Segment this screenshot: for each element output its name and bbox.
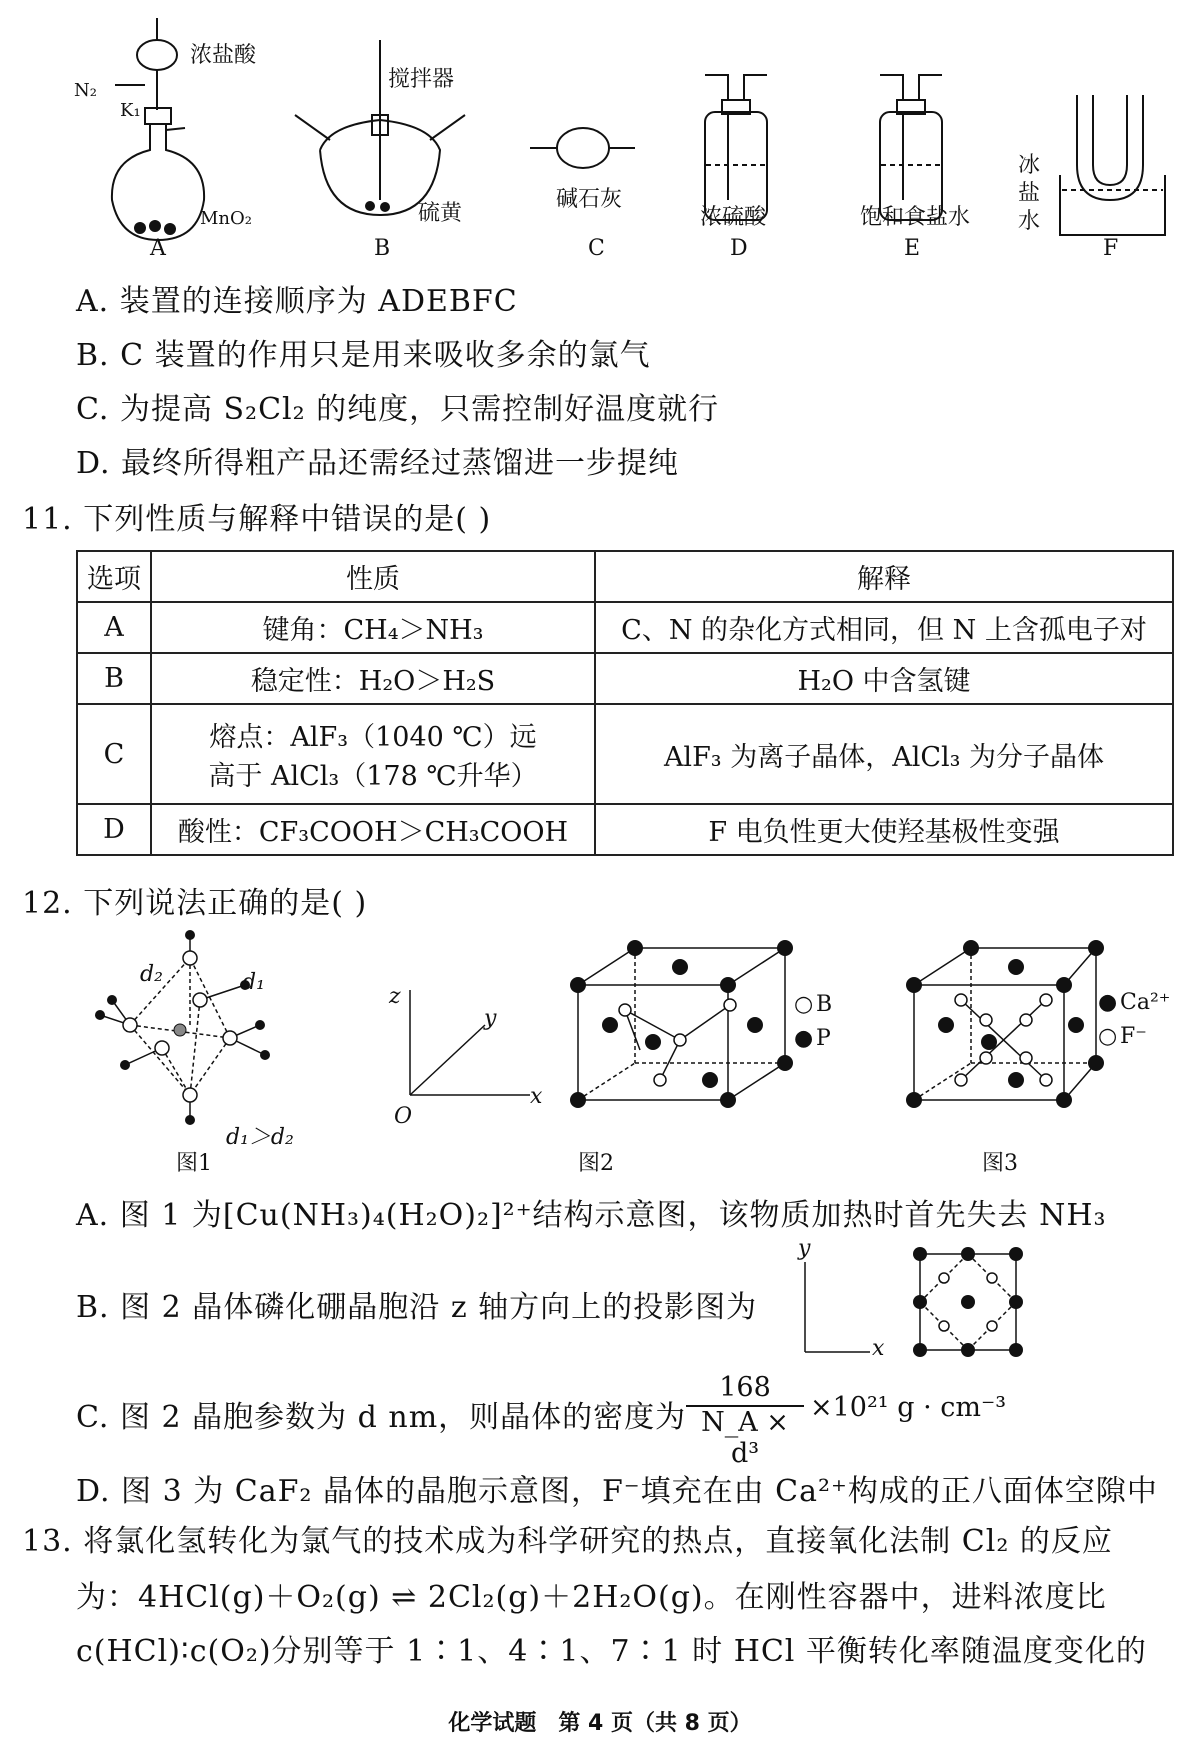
row-option: D <box>77 804 151 855</box>
row-option: C <box>77 704 151 804</box>
label-n2: N₂ <box>74 80 97 101</box>
label-ice: 冰 <box>1018 153 1041 178</box>
label-hcl: 浓盐酸 <box>190 43 257 68</box>
q10-option-d: D. 最终所得粗产品还需经过蒸馏进一步提纯 <box>76 446 680 481</box>
apparatus-letter-c: C <box>588 236 605 261</box>
density-unit: ×10²¹ g · cm⁻³ <box>810 1392 1007 1423</box>
figure1-complex-diagram <box>70 930 310 1140</box>
header-option: 选项 <box>77 551 151 602</box>
row-property-line1: 熔点：AlF₃（1040 ℃）远 <box>209 722 537 753</box>
row-property: 键角：CH₄＞NH₃ <box>151 602 595 653</box>
axis-origin-label: O <box>394 1104 413 1129</box>
label-h2so4: 浓硫酸 <box>700 205 767 230</box>
density-fraction <box>686 1372 804 1469</box>
q13-line2: 为：4HCl(g)＋O₂(g) ⇌ 2Cl₂(g)＋2H₂O(g)。在刚性容器中，进料浓度比 <box>76 1580 1107 1615</box>
legend-b-label: B <box>816 992 833 1017</box>
fig1-label-d2: d₂ <box>140 962 163 987</box>
xyz-axes <box>400 980 543 1110</box>
page-footer: 化学试题 第 4 页（共 8 页） <box>448 1711 752 1736</box>
proj-axis-y-label: y <box>798 1236 811 1261</box>
fig2-caption: 图2 <box>578 1151 614 1176</box>
axis-y-label: y <box>484 1006 497 1031</box>
q11-table <box>76 550 1174 856</box>
fig3-caption: 图3 <box>982 1151 1018 1176</box>
legend-b-marker: ○ <box>794 992 814 1017</box>
row-property: 稳定性：H₂O＞H₂S <box>151 653 595 704</box>
label-salt: 盐 <box>1018 181 1041 206</box>
fig1-label-d1: d₁ <box>242 970 265 995</box>
table-row <box>77 804 1173 855</box>
q12-option-d: D. 图 3 为 CaF₂ 晶体的晶胞示意图，F⁻填充在由 Ca²⁺构成的正八面体空隙中 <box>76 1474 1158 1509</box>
header-property: 性质 <box>151 551 595 602</box>
row-property <box>151 704 595 804</box>
row-explanation: C、N 的杂化方式相同，但 N 上含孤电子对 <box>595 602 1173 653</box>
legend-p-marker: ● <box>794 1026 814 1051</box>
row-option: A <box>77 602 151 653</box>
label-water: 水 <box>1018 209 1041 234</box>
row-property: 酸性：CF₃COOH＞CH₃COOH <box>151 804 595 855</box>
header-explanation: 解释 <box>595 551 1173 602</box>
label-sulfur: 硫黄 <box>418 201 463 226</box>
row-option: B <box>77 653 151 704</box>
proj-axis-x-label: x <box>872 1336 885 1361</box>
q13-line1: 13. 将氯化氢转化为氯气的技术成为科学研究的热点，直接氧化法制 Cl₂ 的反应 <box>22 1524 1113 1559</box>
fig1-label-relation: d₁＞d₂ <box>226 1125 294 1150</box>
table-row <box>77 704 1173 804</box>
figure3-caf2-cell <box>906 940 1126 1110</box>
table-header-row <box>77 551 1173 602</box>
row-explanation: H₂O 中含氢键 <box>595 653 1173 704</box>
label-sodalime: 碱石灰 <box>556 187 623 212</box>
label-k1: K₁ <box>120 100 141 121</box>
apparatus-letter-a: A <box>150 236 166 261</box>
table-row <box>77 602 1173 653</box>
table-row <box>77 653 1173 704</box>
row-explanation: F 电负性更大使羟基极性变强 <box>595 804 1173 855</box>
q12-option-b: B. 图 2 晶体磷化硼晶胞沿 z 轴方向上的投影图为 <box>76 1290 758 1325</box>
projection-diagram <box>800 1242 1040 1362</box>
axis-x-label: x <box>530 1084 543 1109</box>
apparatus-letter-f: F <box>1103 236 1119 261</box>
label-brine: 饱和食盐水 <box>860 205 971 230</box>
q12-option-c: C. 图 2 晶胞参数为 d nm，则晶体的密度为 <box>76 1400 687 1435</box>
label-stirrer: 搅拌器 <box>388 67 455 92</box>
figure2-bp-cell <box>570 940 810 1110</box>
legend-ca-label: Ca²⁺ <box>1120 990 1171 1015</box>
q12-option-a: A. 图 1 为[Cu(NH₃)₄(H₂O)₂]²⁺结构示意图，该物质加热时首先失去 NH₃ <box>76 1198 1107 1233</box>
apparatus-letter-e: E <box>904 236 921 261</box>
row-explanation: AlF₃ 为离子晶体，AlCl₃ 为分子晶体 <box>595 704 1173 804</box>
apparatus-letter-b: B <box>374 236 391 261</box>
legend-f-marker: ○ <box>1098 1024 1118 1049</box>
row-property-line2: 高于 AlCl₃（178 ℃升华） <box>208 761 538 792</box>
axis-z-label: z <box>389 984 401 1009</box>
fig1-caption: 图1 <box>176 1151 212 1176</box>
legend-p-label: P <box>816 1026 831 1051</box>
legend-f-label: F⁻ <box>1120 1024 1147 1049</box>
q12-stem: 12. 下列说法正确的是( ) <box>22 886 368 921</box>
label-mno2: MnO₂ <box>200 208 252 229</box>
q13-line3: c(HCl)∶c(O₂)分别等于 1∶1、4∶1、7∶1 时 HCl 平衡转化率随温度变化的 <box>76 1634 1147 1669</box>
q10-option-b: B. C 装置的作用只是用来吸收多余的氯气 <box>76 338 651 373</box>
q10-option-c: C. 为提高 S₂Cl₂ 的纯度，只需控制好温度就行 <box>76 392 720 427</box>
apparatus-letter-d: D <box>730 236 748 261</box>
q11-stem: 11. 下列性质与解释中错误的是( ) <box>22 502 492 537</box>
density-denominator: N_A × d³ <box>701 1407 789 1469</box>
q10-option-a: A. 装置的连接顺序为 ADEBFC <box>76 284 518 319</box>
legend-ca-marker: ● <box>1098 990 1118 1015</box>
density-numerator: 168 <box>686 1372 804 1407</box>
